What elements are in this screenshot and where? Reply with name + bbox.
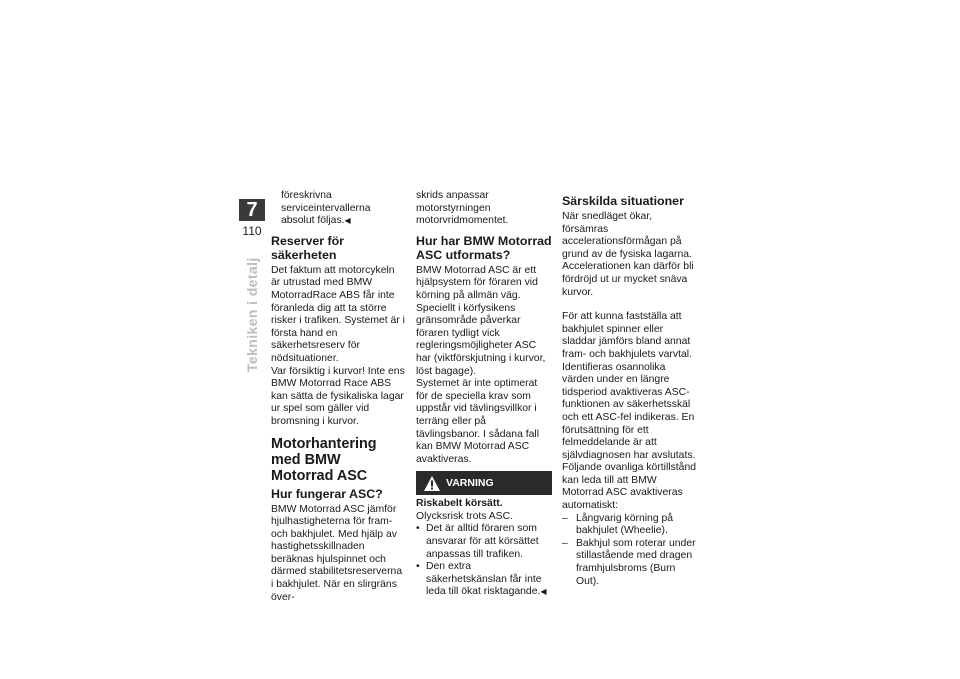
paragraph: Var försiktig i kurvor! Inte ens BMW Motorrad Race ABS kan sätta de fysikaliska lagar ur spel som gäller vid bromsning i kurvor.	[271, 365, 405, 427]
section-title-reserves: Reserver för säkerheten	[271, 233, 345, 262]
paragraph: BMW Motorrad ASC jämför hjulhastigheterna för fram- och bakhjulet. Med hjälp av hastighetsskillnaden beräknas hjulspinnet och därmed stabilitetsreserverna i bakhjulet. När en slirgräns över-	[271, 503, 403, 603]
section-title-special: Särskilda situationer	[562, 194, 684, 208]
chapter-number-badge	[239, 199, 265, 221]
column-1	[271, 190, 406, 604]
warning-triangle-icon	[424, 476, 440, 491]
page-number: 110	[242, 224, 262, 238]
dash-marker: –	[562, 537, 568, 549]
section-title-design: Hur har BMW Motorrad ASC utformats?	[416, 233, 552, 262]
subsection-title: Hur fungerar ASC?	[271, 486, 383, 501]
paragraph: Systemet är inte optimerat för de speciella krav som uppstår vid tävlingsvillkor i terräng eller på tävlingsbanor. I sådana fall kan BMW Motorrad ASC avaktiveras.	[416, 378, 540, 465]
column-3	[562, 190, 698, 588]
end-mark: ◀	[540, 587, 547, 597]
list-item: • Den extra säkerhetskänslan får inte leda till ökat risktagande.◀	[416, 561, 547, 598]
paragraph: BMW Motorrad ASC är ett hjälpsystem för föraren vid körning på allmän väg. Speciellt i körfysikens gränsområde påverkar föraren tydligt vick regleringsmöjligheter ASC har (viktförskjutning i kurvor, löst bagage).	[416, 264, 546, 377]
section-title-asc: Motorhantering med BMW Motorrad ASC	[271, 435, 377, 484]
paragraph: Det faktum att motorcykeln är utrustad med BMW MotorradRace ABS får inte föranleda dig att ta större risker i trafiken. Systemet är i första hand en säkerhetsreserv för nödsituationer.	[271, 264, 405, 364]
end-mark: ◀	[344, 216, 351, 226]
paragraph: För att kunna fastställa att bakhjulet spinner eller sladdar jämförs bland annat fram- och bakhjulets varvtal. Identifieras osannolika värden under en längre tidsperiod avaktiveras ASC-funktionen av säkerhetsskäl och ett ASC-fel indikeras. En förutsättning för ett felmeddelande är att självdiagnosen har avslutats.	[562, 311, 696, 461]
warning-text: Olycksrisk trots ASC.	[416, 510, 513, 522]
warning-title: Riskabelt körsätt.	[416, 498, 503, 510]
list-item: • Det är alltid föraren som ansvarar för att körsättet anpassas till trafiken.	[416, 523, 539, 560]
warning-label: VARNING	[446, 476, 494, 489]
list-item: – Långvarig körning på bakhjulet (Wheelie).	[562, 512, 674, 537]
chapter-number: 7	[246, 199, 258, 221]
situation-list	[562, 513, 698, 589]
intro-paragraph: föreskrivna serviceintervallerna absolut följas.◀	[281, 190, 371, 227]
warning-banner	[416, 471, 552, 495]
bullet-marker: •	[416, 523, 420, 535]
paragraph: När snedläget ökar, försämras accelerationsförmågan på grund av de fysiska lagarna. Accelerationen kan därför bli fördröjd ut ur mycket snäva kurvor.	[562, 211, 694, 298]
warning-list	[416, 523, 552, 599]
paragraph: Följande ovanliga körtillstånd kan leda till att BMW Motorrad ASC avaktiveras automatiskt:	[562, 462, 697, 512]
column-2	[416, 190, 552, 599]
dash-marker: –	[562, 512, 568, 524]
bullet-marker: •	[416, 561, 420, 573]
chapter-title: Tekniken i detalj	[244, 257, 260, 372]
list-item: – Bakhjul som roterar under stillastående med dragen framhjulsbroms (Burn Out).	[562, 537, 696, 587]
paragraph: skrids anpassar motorstyrningen motorvridmomentet.	[416, 190, 509, 227]
